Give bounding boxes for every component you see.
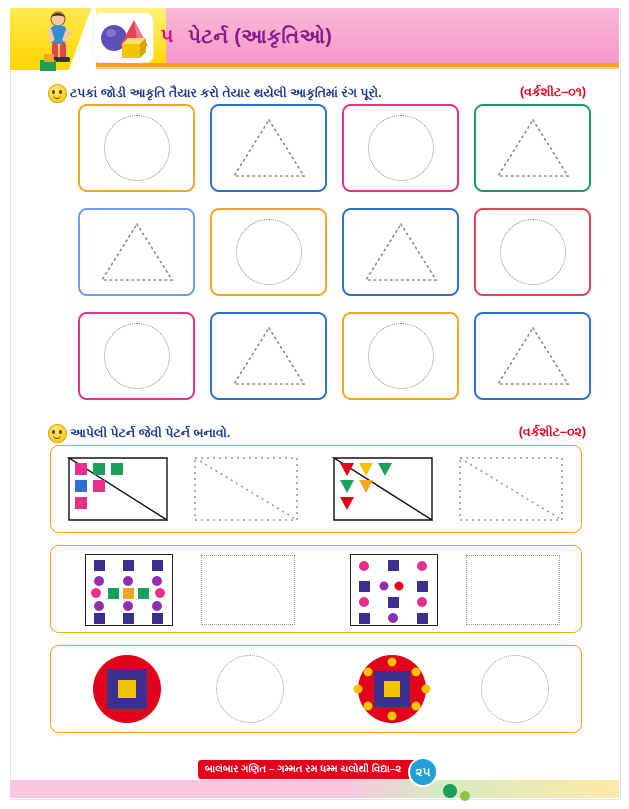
worksheet-label-2: (વર્કશીટ–૦૨): [518, 425, 586, 439]
pattern-pair-left[interactable]: [51, 446, 316, 532]
shape-cell[interactable]: [210, 104, 327, 192]
footer-bar: [198, 760, 430, 779]
child-illustration-icon: [36, 10, 88, 76]
pattern-blank-triangle[interactable]: [456, 455, 566, 523]
pattern-model-circle-squares: [85, 654, 169, 724]
chapter-badge-icon: [92, 12, 154, 64]
pattern-section: [50, 445, 580, 745]
pattern-model-circle-dots: [350, 654, 434, 724]
pattern-pair-right[interactable]: [316, 546, 581, 632]
shape-cell[interactable]: [78, 312, 195, 400]
header-underline-2: [96, 67, 619, 69]
pattern-model-triangle-squares: [63, 454, 173, 524]
shape-cell[interactable]: [474, 312, 591, 400]
pattern-blank-circle[interactable]: [481, 655, 549, 723]
dotted-circle-icon: [236, 219, 302, 285]
pattern-model-squares-dots-2: [350, 554, 438, 626]
dotted-triangle-icon: [231, 116, 307, 180]
pattern-pair-left[interactable]: [51, 546, 316, 632]
page-number: ૨૫: [408, 757, 438, 787]
dotted-triangle-icon: [495, 324, 571, 388]
dotted-triangle-icon: [99, 220, 175, 284]
decorative-dot: [443, 784, 457, 798]
dotted-circle-icon: [368, 115, 434, 181]
worksheet-label-1: (વર્કશીટ–૦૧): [519, 85, 586, 99]
pattern-blank-square[interactable]: [466, 555, 560, 625]
pattern-pair-right[interactable]: [316, 446, 581, 532]
dotted-circle-icon: [500, 219, 566, 285]
pattern-model-triangle-arrows: [328, 454, 438, 524]
smiley-icon: [48, 84, 67, 103]
instruction-row-1: [48, 84, 586, 106]
pattern-blank-circle[interactable]: [216, 655, 284, 723]
pattern-row[interactable]: [50, 445, 582, 533]
shape-cell[interactable]: [474, 208, 591, 296]
shape-cell[interactable]: [342, 208, 459, 296]
shape-cell[interactable]: [78, 104, 195, 192]
dotted-triangle-icon: [363, 220, 439, 284]
shape-cell[interactable]: [78, 208, 195, 296]
bottom-color-strip: [10, 780, 619, 798]
dotted-circle-icon: [368, 323, 434, 389]
pattern-pair-right[interactable]: [316, 646, 581, 732]
pattern-blank-square[interactable]: [201, 555, 295, 625]
shape-cell[interactable]: [342, 312, 459, 400]
page-title: પેટર્ન (આકૃતિઓ): [188, 26, 333, 48]
shape-cell[interactable]: [474, 104, 591, 192]
shape-cell[interactable]: [210, 208, 327, 296]
dotted-triangle-icon: [231, 324, 307, 388]
pattern-row[interactable]: [50, 645, 582, 733]
pattern-blank-triangle[interactable]: [191, 455, 301, 523]
decorative-dot: [460, 791, 470, 801]
shape-cell[interactable]: [210, 312, 327, 400]
chapter-number: ૫: [160, 26, 174, 47]
dotted-triangle-icon: [495, 116, 571, 180]
dotted-circle-icon: [104, 115, 170, 181]
instruction-text-1: ટપકાં જોડી આકૃતિ તૈયાર કરો તેયાર થયેલી આકૃતિમાં રંગ પૂરો.: [70, 86, 382, 100]
footer-text: બાલંબાર ગણિત – ગમ્મત રમ ધમ્મ ચલોથી વિદ્યા–૨: [204, 764, 402, 775]
instruction-text-2: આપેલી પેટર્ન જેવી પેટર્ન બનાવો.: [70, 426, 231, 440]
dotted-circle-icon: [104, 323, 170, 389]
shape-cell[interactable]: [342, 104, 459, 192]
pattern-row[interactable]: [50, 545, 582, 633]
shape-grid: [78, 104, 586, 397]
instruction-row-2: [48, 424, 586, 446]
smiley-icon: [48, 424, 67, 443]
pattern-model-squares-dots: [85, 554, 173, 626]
pattern-pair-left[interactable]: [51, 646, 316, 732]
